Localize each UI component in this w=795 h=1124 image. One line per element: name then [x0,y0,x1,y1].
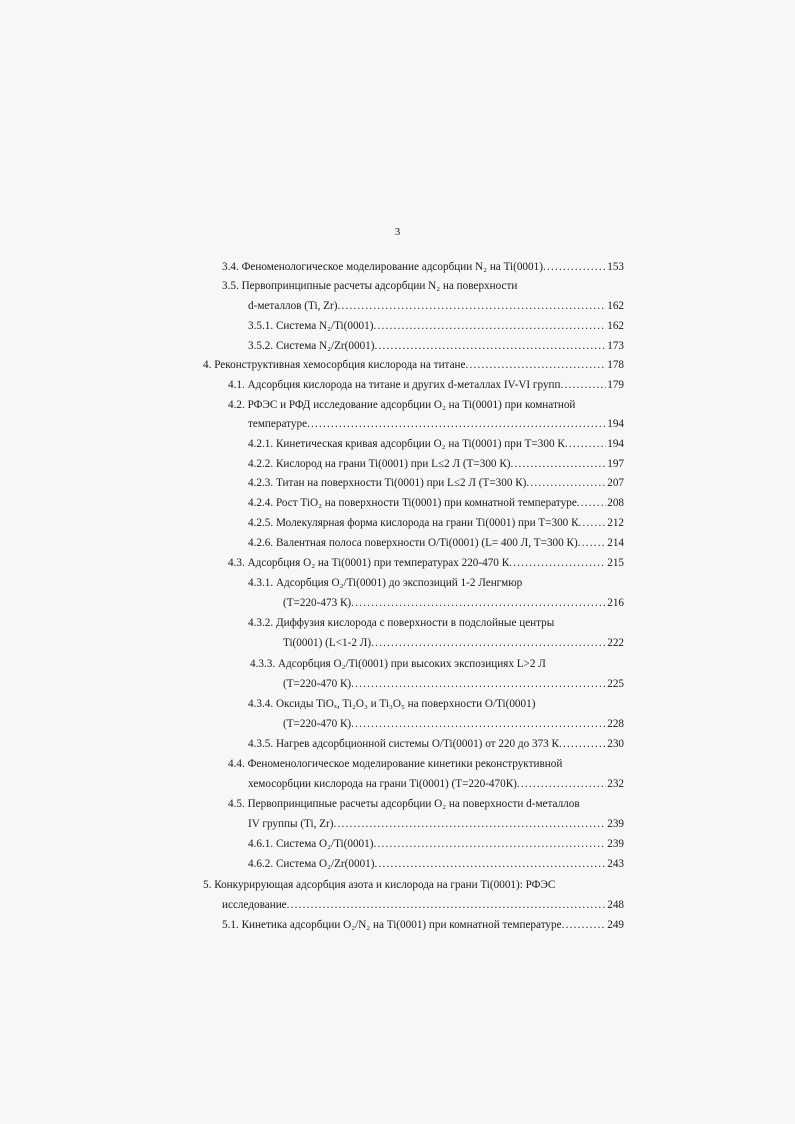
leader-dots [371,634,606,652]
toc-entry-text: 3.5. Первопринципные расчеты адсорбции N₂ на поверхности [222,280,518,292]
toc-entry-4-2[interactable] [228,396,624,414]
toc-entry-text: 4.4. Феноменологическое моделирование кинетики реконструктивной [228,758,563,770]
leader-dots [577,494,606,512]
leader-dots [565,435,606,453]
toc-entry-page: 225 [607,678,624,690]
leader-dots [337,297,606,315]
toc-entry-page: 248 [607,899,624,911]
leader-dots [509,554,606,572]
leader-dots [351,675,606,693]
leader-dots [561,376,607,394]
leader-dots [517,775,606,793]
toc-entry-4-2-6[interactable] [248,534,624,552]
toc-entry-4-2-1[interactable] [248,435,624,453]
toc-entry-page: 179 [607,379,624,391]
toc-entry-4-3-1[interactable] [248,574,624,592]
toc-entry-text: 4.6.2. Система O₂/Zr(0001) [248,858,375,870]
toc-entry-text: 4.2.4. Рост TiO₂ на поверхности Ti(0001) при комнатной температуре [248,497,577,509]
toc-entry-4-5-cont[interactable] [248,815,624,833]
toc-entry-text: 4.3.3. Адсорбция O₂/Ti(0001) при высоких экспозициях L>2 Л [250,658,546,670]
toc-entry-text: IV группы (Ti, Zr) [248,818,334,830]
leader-dots [579,514,607,532]
toc-entry-text: 4.2.5. Молекулярная форма кислорода на грани Ti(0001) при T=300 К [248,517,579,529]
toc-entry-text: исследование [222,899,287,911]
leader-dots [351,715,606,733]
toc-entry-page: 230 [607,738,624,750]
toc-entry-page: 249 [607,919,624,931]
leader-dots [333,815,606,833]
toc-entry-text: 4.1. Адсорбция кислорода на титане и других d-металлах IV-VI групп [228,379,561,391]
leader-dots [578,534,607,552]
toc-entry-4-4[interactable] [228,755,624,773]
toc-entry-4-4-cont[interactable] [248,775,624,793]
toc-entry-4-3[interactable] [228,554,624,572]
toc-entry-4-2-3[interactable] [248,474,624,492]
toc-entry-text: (T=220-473 К) [283,597,352,609]
toc-entry-page: 239 [607,838,624,850]
toc-entry-4-6-1[interactable] [248,835,624,853]
toc-entry-page: 162 [607,320,624,332]
leader-dots [287,896,607,914]
leader-dots [373,835,606,853]
toc-entry-page: 222 [607,637,624,649]
toc-entry-text: (T=220-470 К) [283,718,352,730]
toc-entry-text: 4.5. Первопринципные расчеты адсорбции O₂ на поверхности d-металлов [228,798,580,810]
toc-entry-page: 197 [607,458,624,470]
toc-entry-4-3-1-cont[interactable] [283,594,624,612]
toc-entry-page: 194 [607,418,624,430]
toc-entry-4-3-4-cont[interactable] [283,715,624,733]
toc-entry-5-cont[interactable] [222,896,624,914]
leader-dots [307,415,606,433]
toc-entry-text: 4.3.2. Диффузия кислорода с поверхности в подслойные центры [248,617,555,629]
toc-entry-page: 216 [607,597,624,609]
toc-entry-4-3-2[interactable] [248,614,624,632]
toc-entry-4-5[interactable] [228,795,624,813]
toc-entry-4-6-2[interactable] [248,855,624,873]
leader-dots [466,356,607,374]
toc-entry-text: 4.3.1. Адсорбция O₂/Ti(0001) до экспозиций 1-2 Ленгмюр [248,577,523,589]
toc-entry-page: 178 [607,359,624,371]
toc-entry-4-2-2[interactable] [248,455,624,473]
toc-entry-text: 4.3. Адсорбция O₂ на Ti(0001) при температурах 220-470 К [228,557,510,569]
toc-entry-text: 4.2.1. Кинетическая кривая адсорбции O₂ на Ti(0001) при T=300 К [248,438,565,450]
toc-entry-text: температуре [248,418,308,430]
leader-dots [373,317,606,335]
toc-entry-5[interactable] [203,876,624,894]
toc-entry-3-5-cont[interactable] [248,297,624,315]
toc-entry-text: Ti(0001) (L<1-2 Л) [283,637,372,649]
toc-entry-text: 4.3.5. Нагрев адсорбционной системы O/Ti(0001) от 220 до 373 К [248,738,560,750]
toc-entry-4-1[interactable] [228,376,624,394]
toc-entry-text: 4.6.1. Система O₂/Ti(0001) [248,838,374,850]
toc-entry-4-3-4[interactable] [248,695,624,713]
toc-entry-4-3-3-cont[interactable] [283,675,624,693]
toc-entry-text: 4.2. РФЭС и РФД исследование адсорбции O₂ на Ti(0001) при комнатной [228,399,576,411]
toc-entry-page: 162 [607,300,624,312]
toc-entry-4-3-5[interactable] [248,735,624,753]
toc-entry-page: 239 [607,818,624,830]
toc-entry-text: 4.3.4. Оксиды TiOₓ, Ti₂O₃ и Ti₃O₅ на поверхности O/Ti(0001) [248,698,536,710]
leader-dots [374,337,606,355]
toc-entry-5-1[interactable] [222,916,624,934]
toc-entry-page: 214 [607,537,624,549]
leader-dots [374,855,606,873]
toc-entry-4-3-3[interactable] [250,655,624,673]
toc-entry-page: 228 [607,718,624,730]
toc-entry-page: 153 [607,261,624,273]
toc-entry-page: 215 [607,557,624,569]
toc-entry-text: 5. Конкурирующая адсорбция азота и кислорода на грани Ti(0001): РФЭС [203,879,556,891]
toc-entry-text: d-металлов (Ti, Zr) [248,300,338,312]
toc-entry-page: 207 [607,477,624,489]
toc-entry-3-5-1[interactable] [248,317,624,335]
page-number: 3 [394,226,401,238]
toc-entry-text: 5.1. Кинетика адсорбции O₂/N₂ на Ti(0001) при комнатной температуре [222,919,562,931]
toc-entry-text: 3.5.1. Система N₂/Ti(0001) [248,320,374,332]
toc-entry-page: 243 [607,858,624,870]
toc-entry-text: хемосорбции кислорода на грани Ti(0001) (T=220-470К) [248,778,517,790]
toc-entry-page: 194 [607,438,624,450]
toc-entry-text: (T=220-470 К) [283,678,352,690]
toc-entry-4-2-4[interactable] [248,494,624,512]
toc-entry-text: 4. Реконструктивная хемосорбция кислорода на титане [203,359,466,371]
leader-dots [511,455,607,473]
toc-entry-text: 4.2.3. Титан на поверхности Ti(0001) при L≤2 Л (T=300 К) [248,477,527,489]
toc-entry-4[interactable] [203,356,624,374]
leader-dots [351,594,606,612]
toc-entry-text: 3.4. Феноменологическое моделирование адсорбции N₂ на Ti(0001) [222,261,543,273]
toc-entry-4-3-2-cont[interactable] [283,634,624,652]
leader-dots [562,916,607,934]
toc-entry-page: 232 [607,778,624,790]
toc-entry-page: 212 [607,517,624,529]
toc-entry-3-5-2[interactable] [248,337,624,355]
toc-entry-4-2-cont[interactable] [248,415,624,433]
leader-dots [543,258,606,276]
toc-entry-text: 4.2.2. Кислород на грани Ti(0001) при L≤2 Л (T=300 К) [248,458,511,470]
leader-dots [559,735,606,753]
toc-entry-page: 173 [607,340,624,352]
toc-entry-4-2-5[interactable] [248,514,624,532]
toc-entry-3-5[interactable] [222,277,624,295]
toc-entry-page: 208 [607,497,624,509]
toc-entry-3-4[interactable] [222,258,624,276]
toc-entry-text: 4.2.6. Валентная полоса поверхности O/Ti(0001) (L= 400 Л, T=300 К) [248,537,578,549]
leader-dots [526,474,606,492]
toc-entry-text: 3.5.2. Система N₂/Zr(0001) [248,340,375,352]
